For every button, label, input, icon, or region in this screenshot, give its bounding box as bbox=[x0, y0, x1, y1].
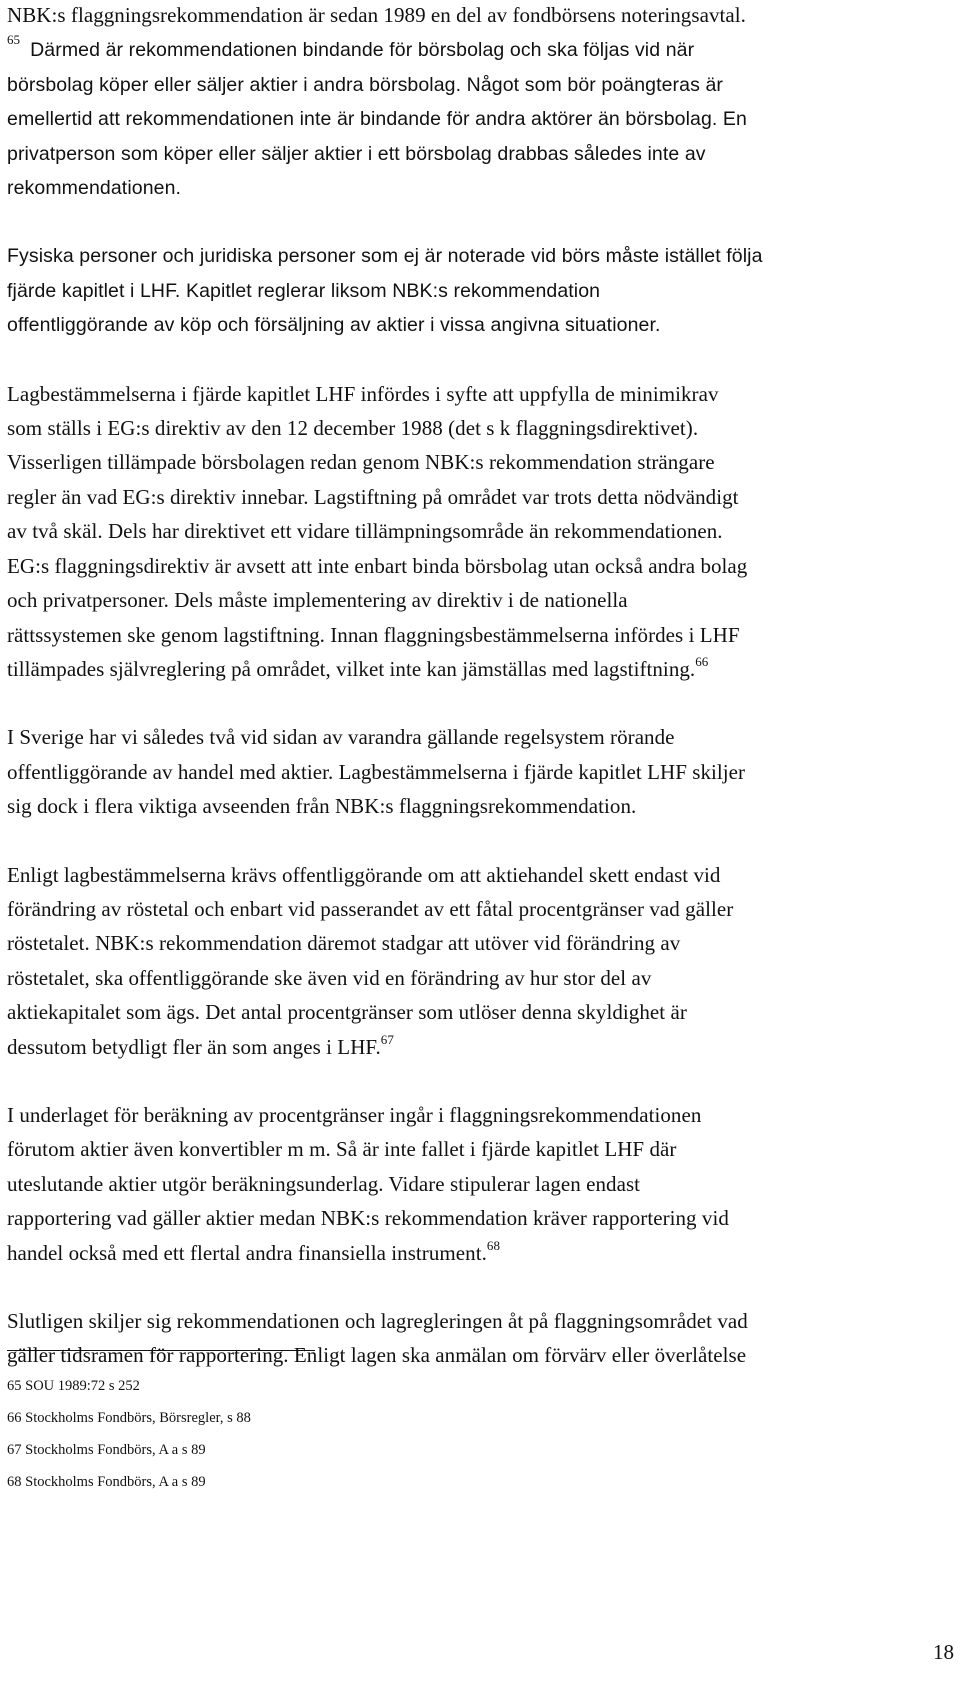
text-line: regler än vad EG:s direktiv innebar. Lagstiftning på området var trots detta nödvändigt bbox=[7, 484, 739, 509]
text-line: gäller tidsramen för rapportering. Enligt lagen ska anmälan om förvärv eller överlåtelse bbox=[7, 1343, 747, 1368]
text-line-with-footnote bbox=[7, 32, 947, 67]
paragraph-6 bbox=[7, 1098, 947, 1270]
text-line: Slutligen skiljer sig rekommendationen och lagregleringen åt på flaggningsområdet vad bbox=[7, 1309, 748, 1333]
text-segment: tillämpades självreglering på området, vilket inte kan jämställas med lagstiftning. bbox=[7, 656, 696, 681]
text-line: NBK:s flaggningsrekommendation är sedan 1989 en del av fondbörsens noteringsavtal. bbox=[7, 3, 746, 27]
text-line: uteslutande aktier utgör beräkningsunderlag. Vidare stipulerar lagen endast bbox=[7, 1171, 641, 1196]
paragraph-5 bbox=[7, 858, 947, 1064]
text-segment: dessutom betydligt fler än som anges i LHF. bbox=[7, 1034, 381, 1059]
text-line: EG:s flaggningsdirektiv är avsett att inte enbart binda börsbolag utan också andra bolag bbox=[7, 553, 748, 578]
footnote-67: 67 Stockholms Fondbörs, A a s 89 bbox=[7, 1442, 206, 1458]
text-line: förändring av röstetal och enbart vid passerandet av ett fåtal procentgränser vad gäller bbox=[7, 896, 734, 921]
text-segment: Därmed är rekommendationen bindande för börsbolag och ska följas vid när bbox=[30, 39, 695, 62]
paragraph-1 bbox=[7, 0, 947, 205]
footnote-separator bbox=[7, 1350, 315, 1351]
text-line: fjärde kapitlet i LHF. Kapitlet reglerar liksom NBK:s rekommendation bbox=[7, 279, 601, 302]
text-line: förutom aktier även konvertibler m m. Så är inte fallet i fjärde kapitlet LHF där bbox=[7, 1137, 677, 1162]
text-line: Lagbestämmelserna i fjärde kapitlet LHF infördes i syfte att uppfylla de minimikrav bbox=[7, 381, 719, 406]
text-line: offentliggörande av handel med aktier. Lagbestämmelserna i fjärde kapitlet LHF skiljer bbox=[7, 759, 746, 784]
text-line: röstetalet. NBK:s rekommendation däremot stadgar att utöver vid förändring av bbox=[7, 931, 681, 956]
text-line: rapportering vad gäller aktier medan NBK:s rekommendation kräver rapportering vid bbox=[7, 1206, 729, 1231]
text-line: sig dock i flera viktiga avseenden från NBK:s flaggningsrekommendation. bbox=[7, 794, 637, 819]
footnote-reference-68[interactable]: 68 bbox=[486, 1237, 500, 1253]
paragraph-3 bbox=[7, 377, 947, 687]
text-line: rättssystemen ske genom lagstiftning. Innan flaggningsbestämmelserna infördes i LHF bbox=[7, 622, 740, 647]
footnote-reference-67[interactable]: 67 bbox=[380, 1031, 394, 1047]
footnote-reference-66[interactable]: 66 bbox=[695, 653, 709, 669]
text-line-with-footnote bbox=[7, 1030, 947, 1064]
text-line: börsbolag köper eller säljer aktier i andra börsbolag. Något som bör poängteras är bbox=[7, 73, 724, 96]
footnotes bbox=[7, 1370, 251, 1498]
text-line: I underlaget för beräkning av procentgränser ingår i flaggningsrekommendationen bbox=[7, 1102, 702, 1127]
text-line: I Sverige har vi således två vid sidan av varandra gällande regelsystem rörande bbox=[7, 725, 675, 750]
footnote-68: 68 Stockholms Fondbörs, A a s 89 bbox=[7, 1474, 206, 1490]
text-line: av två skäl. Dels har direktivet ett vidare tillämpningsområde än rekommendationen. bbox=[7, 519, 723, 544]
text-line-with-footnote bbox=[7, 652, 947, 686]
footnote-reference-65[interactable]: 65 bbox=[7, 32, 21, 48]
footnote-65: 65 SOU 1989:72 s 252 bbox=[7, 1378, 140, 1394]
paragraph-7 bbox=[7, 1304, 947, 1373]
footnote-66: 66 Stockholms Fondbörs, Börsregler, s 88 bbox=[7, 1410, 251, 1426]
paragraph-2 bbox=[7, 239, 947, 342]
text-line-with-footnote bbox=[7, 1236, 947, 1270]
text-line: emellertid att rekommendationen inte är bindande för andra aktörer än börsbolag. En bbox=[7, 108, 747, 131]
text-line: privatperson som köper eller säljer aktier i ett börsbolag drabbas således inte av bbox=[7, 142, 706, 165]
page-number: 18 bbox=[933, 1640, 954, 1664]
text-line: Fysiska personer och juridiska personer som ej är noterade vid börs måste istället följa bbox=[7, 245, 763, 268]
text-line: Enligt lagbestämmelserna krävs offentliggörande om att aktiehandel skett endast vid bbox=[7, 862, 721, 887]
text-line: och privatpersoner. Dels måste implementering av direktiv i de nationella bbox=[7, 588, 628, 613]
text-line: Visserligen tillämpade börsbolagen redan genom NBK:s rekommendation strängare bbox=[7, 450, 715, 475]
body-text bbox=[7, 0, 947, 1407]
text-line: offentliggörande av köp och försäljning av aktier i vissa angivna situationer. bbox=[7, 314, 661, 337]
text-line: som ställs i EG:s direktiv av den 12 december 1988 (det s k flaggningsdirektivet). bbox=[7, 416, 699, 441]
text-line: röstetalet, ska offentliggörande ske även vid en förändring av hur stor del av bbox=[7, 965, 652, 990]
text-segment: handel också med ett flertal andra finansiella instrument. bbox=[7, 1240, 487, 1265]
paragraph-4 bbox=[7, 720, 947, 823]
text-line: rekommendationen. bbox=[7, 177, 182, 200]
text-line: aktiekapitalet som ägs. Det antal procentgränser som utlöser denna skyldighet är bbox=[7, 1000, 687, 1025]
